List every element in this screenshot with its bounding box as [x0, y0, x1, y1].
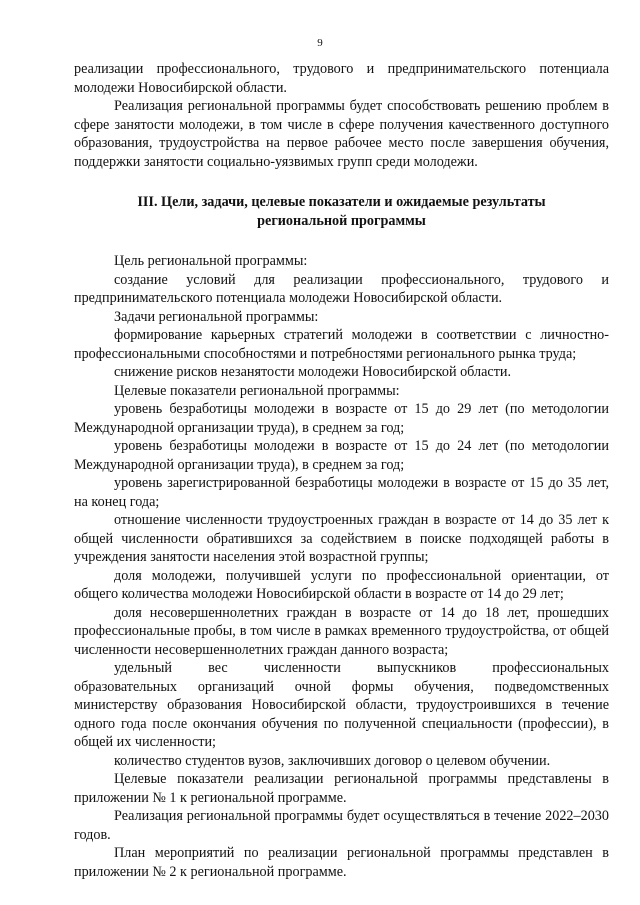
task-item: снижение рисков незанятости молодежи Новосибирской области. [114, 364, 512, 380]
indicators-label: Целевые показатели региональной программы: [114, 382, 400, 399]
task-item: формирование карьерных стратегий молодежи в соответствии с личностно-профессиональными способностями и потребностями регионального рынка труда; [74, 327, 609, 362]
paragraph: реализации профессионального, трудового и предпринимательского потенциала молодежи Новосибирской области. [74, 61, 609, 96]
page-content [74, 60, 609, 881]
section-heading-line: региональной программы [257, 212, 426, 229]
indicator-item: доля молодежи, получившей услуги по профессиональной ориентации, от общего количества молодежи Новосибирской области в возрасте от 14 до 29 лет; [74, 567, 609, 602]
indicator-item: отношение численности трудоустроенных граждан в возрасте от 14 до 35 лет к общей численности обратившихся за содействием в поиске подходящей работы в учреждения занятости населения этой возрастной группы; [74, 512, 609, 565]
indicator-item: доля несовершеннолетних граждан в возрасте от 14 до 18 лет, прошедших профессиональные пробы, в том числе в рамках временного трудоустройства, от общей численности несовершеннолетних граждан данного возраста; [74, 604, 609, 658]
indicator-item: количество студентов вузов, заключивших договор о целевом обучении. [114, 752, 551, 769]
page-number: 9 [317, 37, 323, 49]
paragraph: Реализация региональной программы будет способствовать решению проблем в сфере занятости молодежи, в том числе в сфере получения качественного доступного образования, трудоустройства на первое рабочее место после завершения обучения, поддержки занятости социально-уязвимых групп среди молодежи. [74, 98, 609, 170]
indicator-item-first-line: удельный вес численности выпускников профессиональных [114, 660, 609, 676]
closing-paragraph: Реализация региональной программы будет осуществляться в течение 2022–2030 годов. [74, 808, 609, 843]
section-heading [74, 193, 609, 230]
section-heading-line: III. Цели, задачи, целевые показатели и ожидаемые результаты [137, 194, 546, 210]
goal-text: создание условий для реализации профессионального, трудового и предпринимательского потенциала молодежи Новосибирской области. [74, 271, 609, 306]
indicator-item: уровень безработицы молодежи в возрасте от 15 до 29 лет (по методологии Международной организации труда), в среднем за год; [74, 401, 609, 436]
indicator-item-continuation: образовательных организаций очной формы обучения, подведомственных министерству образования Новосибирской области, трудоустроившихся в течение одного года после окончания обучения по полученной специальности (профессии), в общей их численности; [74, 678, 609, 750]
tasks-label: Задачи региональной программы: [114, 308, 319, 325]
closing-paragraph: План мероприятий по реализации региональной программы представлен в приложении № 2 к региональной программе. [74, 845, 609, 880]
closing-paragraph: Целевые показатели реализации региональной программы представлены в приложении № 1 к региональной программе. [74, 771, 609, 806]
indicator-item: уровень безработицы молодежи в возрасте от 15 до 24 лет (по методологии Международной организации труда), в среднем за год; [74, 438, 609, 473]
indicator-item: уровень зарегистрированной безработицы молодежи в возрасте от 15 до 35 лет, на конец года; [74, 475, 609, 510]
goal-label: Цель региональной программы: [114, 253, 308, 269]
